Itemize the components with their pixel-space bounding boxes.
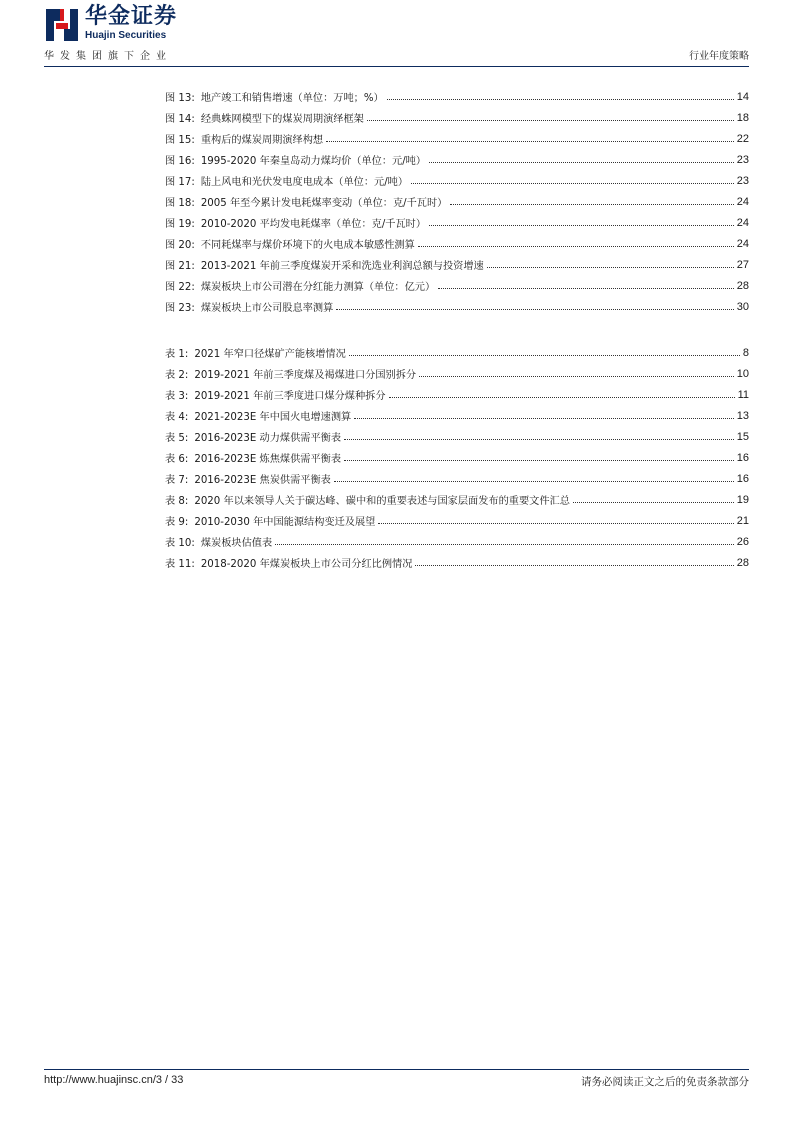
entry-title: 2016-2023E 焦炭供需平衡表 <box>194 475 331 486</box>
entry-page-number: 24 <box>736 216 749 229</box>
dot-leader <box>349 355 740 356</box>
dot-leader <box>344 439 734 440</box>
entry-page-number: 11 <box>737 388 749 401</box>
entry-label: 表 1: <box>165 349 189 360</box>
report-type: 行业年度策略 <box>689 51 749 62</box>
entry-title: 煤炭板块估值表 <box>200 538 273 549</box>
entry-page-number: 10 <box>736 367 749 380</box>
dot-leader <box>378 523 733 524</box>
footer-divider <box>44 1069 749 1070</box>
figure-list <box>165 86 749 317</box>
entry-title: 经典蛛网模型下的煤炭周期演绎框架 <box>200 114 364 125</box>
huajin-logo-icon <box>44 7 80 43</box>
dot-leader <box>419 376 734 377</box>
entry-label: 表 11: <box>165 559 195 570</box>
footer-disclaimer: 请务必阅读正文之后的免责条款部分 <box>581 1076 749 1088</box>
entry-title: 煤炭板块上市公司潜在分红能力测算（单位：亿元） <box>200 282 436 293</box>
entry-page-number: 26 <box>736 535 749 548</box>
entry-label: 图 14: <box>165 114 195 125</box>
brand-name-cn: 华金证券 <box>85 4 178 29</box>
entry-page-number: 13 <box>736 409 749 422</box>
figure-toc-entry[interactable] <box>165 296 749 317</box>
entry-page-number: 27 <box>736 258 749 271</box>
entry-label: 表 10: <box>165 538 195 549</box>
entry-page-number: 22 <box>736 132 749 145</box>
entry-label: 表 6: <box>165 454 189 465</box>
figure-toc-entry[interactable] <box>165 170 749 191</box>
dot-leader <box>334 481 734 482</box>
entry-title: 煤炭板块上市公司股息率测算 <box>200 303 334 314</box>
table-toc-entry[interactable] <box>165 468 749 489</box>
figure-toc-entry[interactable] <box>165 128 749 149</box>
entry-page-number: 24 <box>736 237 749 250</box>
table-toc-entry[interactable] <box>165 405 749 426</box>
entry-label: 表 4: <box>165 412 189 423</box>
table-toc-entry[interactable] <box>165 426 749 447</box>
entry-page-number: 8 <box>742 346 749 359</box>
table-toc-entry[interactable] <box>165 510 749 531</box>
figure-toc-entry[interactable] <box>165 212 749 233</box>
entry-label: 图 13: <box>165 93 195 104</box>
entry-title: 重构后的煤炭周期演绎构想 <box>200 135 324 146</box>
entry-title: 陆上风电和光伏发电度电成本（单位：元/吨） <box>200 177 409 188</box>
figure-toc-entry[interactable] <box>165 191 749 212</box>
entry-page-number: 19 <box>736 493 749 506</box>
entry-label: 图 21: <box>165 261 195 272</box>
table-toc-entry[interactable] <box>165 531 749 552</box>
figure-toc-entry[interactable] <box>165 254 749 275</box>
entry-label: 图 22: <box>165 282 195 293</box>
dot-leader <box>487 267 734 268</box>
entry-page-number: 16 <box>736 451 749 464</box>
entry-label: 图 20: <box>165 240 195 251</box>
entry-title: 2010-2030 年中国能源结构变迁及展望 <box>194 517 376 528</box>
entry-page-number: 23 <box>736 174 749 187</box>
entry-title: 地产竣工和销售增速（单位：万吨；%） <box>200 93 384 104</box>
entry-page-number: 30 <box>736 300 749 313</box>
entry-page-number: 23 <box>736 153 749 166</box>
table-list <box>165 342 749 573</box>
entry-label: 图 17: <box>165 177 195 188</box>
entry-title: 2019-2021 年前三季度煤及褐煤进口分国别拆分 <box>194 370 417 381</box>
entry-label: 表 3: <box>165 391 189 402</box>
entry-page-number: 21 <box>736 514 749 527</box>
dot-leader <box>429 162 734 163</box>
entry-title: 2010-2020 平均发电耗煤率（单位：克/千瓦时） <box>200 219 427 230</box>
dot-leader <box>573 502 734 503</box>
table-toc-entry[interactable] <box>165 384 749 405</box>
entry-label: 表 8: <box>165 496 189 507</box>
entry-label: 表 7: <box>165 475 189 486</box>
entry-label: 图 19: <box>165 219 195 230</box>
table-toc-entry[interactable] <box>165 342 749 363</box>
entry-title: 2021-2023E 年中国火电增速测算 <box>194 412 352 423</box>
figure-toc-entry[interactable] <box>165 275 749 296</box>
dot-leader <box>275 544 734 545</box>
header-divider <box>44 66 749 67</box>
entry-title: 2016-2023E 炼焦煤供需平衡表 <box>194 454 342 465</box>
table-toc-entry[interactable] <box>165 447 749 468</box>
entry-title: 2019-2021 年前三季度进口煤分煤种拆分 <box>194 391 386 402</box>
dot-leader <box>389 397 735 398</box>
entry-title: 2021 年窄口径煤矿产能核增情况 <box>194 349 346 360</box>
entry-page-number: 28 <box>736 279 749 292</box>
dot-leader <box>411 183 734 184</box>
dot-leader <box>387 99 734 100</box>
dot-leader <box>336 309 733 310</box>
entry-title: 2016-2023E 动力煤供需平衡表 <box>194 433 342 444</box>
footer-url-page: http://www.huajinsc.cn/3 / 33 <box>44 1074 184 1086</box>
dot-leader <box>415 565 733 566</box>
entry-label: 图 23: <box>165 303 195 314</box>
entry-label: 表 2: <box>165 370 189 381</box>
table-toc-entry[interactable] <box>165 363 749 384</box>
group-tagline: 华发集团旗下企业 <box>44 51 172 62</box>
entry-page-number: 15 <box>736 430 749 443</box>
entry-title: 2020 年以来领导人关于碳达峰、碳中和的重要表述与国家层面发布的重要文件汇总 <box>194 496 570 507</box>
entry-page-number: 28 <box>736 556 749 569</box>
entry-page-number: 16 <box>736 472 749 485</box>
entry-label: 图 16: <box>165 156 195 167</box>
dot-leader <box>367 120 734 121</box>
page-header <box>0 0 793 70</box>
table-toc-entry[interactable] <box>165 489 749 510</box>
entry-label: 表 5: <box>165 433 189 444</box>
entry-title: 2005 年至今累计发电耗煤率变动（单位：克/千瓦时） <box>200 198 448 209</box>
entry-label: 表 9: <box>165 517 189 528</box>
entry-page-number: 24 <box>736 195 749 208</box>
brand-name-en: Huajin Securities <box>85 30 167 41</box>
entry-title: 2013-2021 年前三季度煤炭开采和洗选业利润总额与投资增速 <box>200 261 484 272</box>
dot-leader <box>418 246 734 247</box>
figure-toc-entry[interactable] <box>165 107 749 128</box>
entry-label: 图 15: <box>165 135 195 146</box>
entry-page-number: 18 <box>736 111 749 124</box>
dot-leader <box>354 418 734 419</box>
dot-leader <box>344 460 734 461</box>
entry-label: 图 18: <box>165 198 195 209</box>
entry-page-number: 14 <box>736 90 749 103</box>
table-toc-entry[interactable] <box>165 552 749 573</box>
dot-leader <box>438 288 734 289</box>
dot-leader <box>429 225 734 226</box>
entry-title: 不同耗煤率与煤价环境下的火电成本敏感性测算 <box>200 240 415 251</box>
figure-toc-entry[interactable] <box>165 233 749 254</box>
figure-toc-entry[interactable] <box>165 149 749 170</box>
dot-leader <box>326 141 734 142</box>
entry-title: 1995-2020 年秦皇岛动力煤均价（单位：元/吨） <box>200 156 427 167</box>
dot-leader <box>450 204 733 205</box>
figure-toc-entry[interactable] <box>165 86 749 107</box>
entry-title: 2018-2020 年煤炭板块上市公司分红比例情况 <box>200 559 413 570</box>
